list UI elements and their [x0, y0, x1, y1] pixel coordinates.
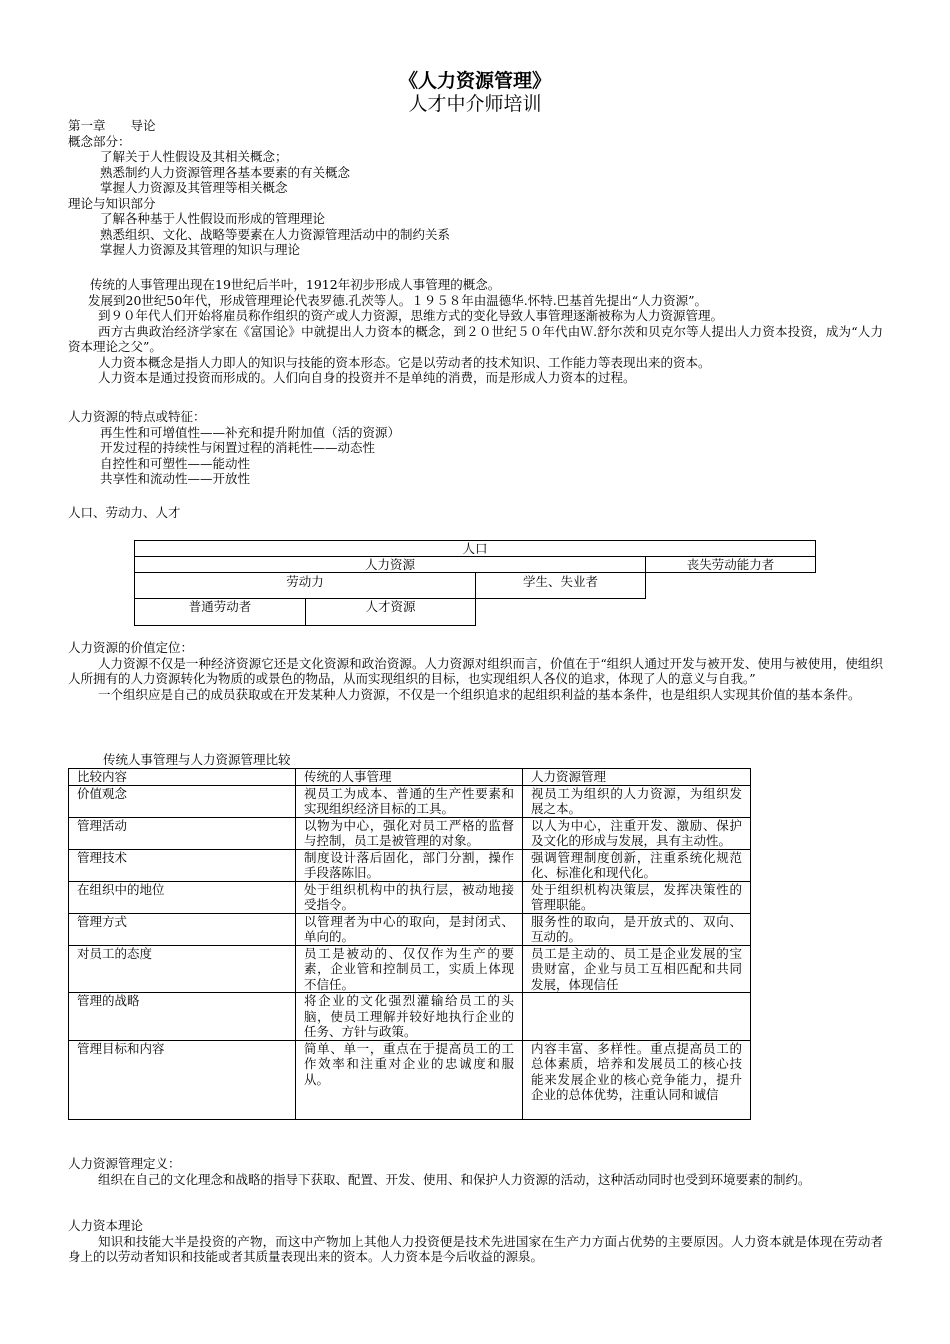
- table-cell: 员工是被动的、仅仅作为生产的要素，企业管和控制员工，实质上体现不信任。: [296, 945, 523, 993]
- table-row: [69, 881, 751, 913]
- students-unemployed-cell: 学生、失业者: [475, 572, 646, 599]
- features-section: [68, 409, 883, 487]
- table-cell: 制度设计落后固化，部门分割，操作手段落陈旧。: [296, 849, 523, 881]
- history-section: [68, 277, 883, 386]
- concept-item: 熟悉制约人力资源管理各基本要素的有关概念: [100, 164, 351, 180]
- talent-cell: 人才资源: [305, 598, 476, 626]
- chapter-objectives: [68, 118, 883, 258]
- features-heading: 人力资源的特点或特征：: [68, 409, 206, 424]
- history-paragraph: 人力资本是通过投资而形成的。人们向自身的投资并不是单纯的消费，而是形成人力资本的过程。: [98, 370, 636, 385]
- table-cell: 以物为中心，强化对员工严格的监督与控制，员工是被管理的对象。: [296, 817, 523, 849]
- population-cell: 人口: [134, 540, 816, 557]
- table-cell: 强调管理制度创新，注重系统化规范化、标准化和现代化。: [523, 849, 751, 881]
- theory-item: 了解各种基于人性假设而形成的管理理论: [100, 211, 326, 226]
- table-cell: 在组织中的地位: [69, 881, 296, 913]
- concept-item: 了解关于人性假设及其相关概念；: [100, 149, 288, 164]
- value-paragraph: 一个组织应是自己的成员获取或在开发某种人力资源，不仅是一个组织追求的起组织利益的基本条件，也是组织人实现其价值的基本条件。: [98, 686, 861, 702]
- comparison-caption: 传统人事管理与人力资源管理比较: [103, 752, 291, 767]
- table-cell: 价值观念: [69, 785, 296, 817]
- table-cell: 管理目标和内容: [69, 1040, 296, 1119]
- concepts-heading: 概念部分：: [68, 133, 131, 149]
- table-row: [69, 1040, 751, 1119]
- feature-item: 再生性和可增值性——补充和提升附加值（活的资源）: [100, 424, 401, 440]
- labor-force-cell: 劳动力: [134, 572, 476, 599]
- table-row: [69, 913, 751, 945]
- value-paragraph: 人力资源不仅是一种经济资源它还是文化资源和政治资源。人力资源对组织而言，价值在于“组织人通过开发与被开发、使用与被使用，使组织人所拥有的人力资源转化为物质的或景色的物品，从而实现组织的目标，也实现组织人各仪的追求，体现了人的意义与自我。”: [68, 655, 883, 686]
- table-header-cell: 比较内容: [69, 769, 296, 786]
- table-cell: 服务性的取向，是开放式的、双向、互动的。: [523, 913, 751, 945]
- table-cell: 对员工的态度: [69, 945, 296, 993]
- table-cell: 管理活动: [69, 817, 296, 849]
- history-paragraph: 西方古典政治经济学家在《富国论》中就提出人力资本的概念，到２０世纪５０年代由Ｗ.舒尔茨和贝克尔等人提出人力资本投资，成为“人力资本理论之父”。: [68, 323, 883, 354]
- feature-item: 自控性和可塑性——能动性: [100, 455, 251, 471]
- table-row: [69, 849, 751, 881]
- population-heading: 人口、劳动力、人才: [68, 505, 181, 520]
- table-cell: 将企业的文化强烈灌输给员工的头脑，使员工理解并较好地执行企业的任务、方针与政策。: [296, 993, 523, 1041]
- table-cell: 简单、单一，重点在于提高员工的工作效率和注重对企业的忠诚度和服从。: [296, 1040, 523, 1119]
- table-header-cell: 人力资源管理: [523, 769, 751, 786]
- table-cell: 管理的战略: [69, 993, 296, 1041]
- history-paragraph: 发展到20世纪50年代，形成管理理论代表罗德.孔茨等人。１９５８年由温德华.怀特.巴基首先提出“人力资源”。: [88, 292, 708, 308]
- ordinary-workers-cell: 普通劳动者: [134, 598, 306, 626]
- human-resources-cell: 人力资源: [134, 556, 646, 573]
- feature-item: 开发过程的持续性与闲置过程的消耗性——动态性: [100, 440, 376, 455]
- document-title: 《人力资源管理》: [398, 70, 551, 92]
- table-cell: 以管理者为中心的取向，是封闭式、单向的。: [296, 913, 523, 945]
- table-row: [69, 817, 751, 849]
- capital-theory-text: 知识和技能大半是投资的产物，而这中产物加上其他人力投资便是技术先进国家在生产力方面占优势的主要原因。人力资本就是体现在劳动者身上的以劳动者知识和技能或者其质量表现出来的资本。人力资本是今后收益的源泉。: [68, 1233, 883, 1264]
- value-section: [68, 640, 883, 702]
- document-subtitle: 人才中介师培训: [408, 93, 542, 115]
- table-cell: 处于组织机构决策层，发挥决策性的管理职能。: [523, 881, 751, 913]
- table-cell: [523, 993, 751, 1041]
- feature-item: 共享性和流动性——开放性: [100, 471, 251, 486]
- theory-heading: 理论与知识部分: [68, 195, 156, 211]
- theory-item: 熟悉组织、文化、战略等要素在人力资源管理活动中的制约关系: [100, 226, 451, 242]
- history-paragraph: 人力资本概念是指人力即人的知识与技能的资本形态。它是以劳动者的技术知识、工作能力等表现出来的资本。: [98, 354, 711, 370]
- table-cell: 员工是主动的、员工是企业发展的宝贵财富，企业与员工互相匹配和共同发展，体现信任: [523, 945, 751, 993]
- table-cell: 视员工为组织的人力资源，为组织发展之本。: [523, 785, 751, 817]
- comparison-table: [68, 768, 751, 1120]
- table-row: [69, 945, 751, 993]
- table-cell: 视员工为成本、普通的生产性要素和实现组织经济目标的工具。: [296, 785, 523, 817]
- incapacitated-cell: 丧失劳动能力者: [645, 556, 816, 573]
- table-row: [69, 993, 751, 1041]
- table-cell: 处于组织机构中的执行层，被动地接受指令。: [296, 881, 523, 913]
- value-heading: 人力资源的价值定位：: [68, 640, 194, 655]
- table-header-cell: 传统的人事管理: [296, 769, 523, 786]
- table-cell: 以人为中心，注重开发、激励、保护及文化的形成与发展，具有主动性。: [523, 817, 751, 849]
- table-cell: 管理技术: [69, 849, 296, 881]
- chapter-heading: 第一章 导论: [68, 118, 156, 133]
- theory-item: 掌握人力资源及其管理的知识与理论: [100, 242, 301, 257]
- definition-text: 组织在自己的文化理念和战略的指导下获取、配置、开发、使用、和保护人力资源的活动，这种活动同时也受到环境要素的制约。: [98, 1171, 811, 1187]
- history-paragraph: 传统的人事管理出现在19世纪后半叶，1912年初步形成人事管理的概念。: [90, 277, 501, 292]
- capital-theory-section: [68, 1218, 883, 1265]
- population-diagram: [134, 540, 816, 626]
- definition-heading: 人力资源管理定义：: [68, 1156, 181, 1171]
- table-row: [69, 785, 751, 817]
- table-cell: 管理方式: [69, 913, 296, 945]
- history-paragraph: 到９０年代人们开始将雇员称作组织的资产或人力资源，思维方式的变化导致人事管理逐渐被称为人力资源管理。: [98, 308, 724, 323]
- definition-section: [68, 1156, 883, 1187]
- concept-item: 掌握人力资源及其管理等相关概念: [100, 180, 288, 195]
- capital-theory-heading: 人力资本理论: [68, 1218, 144, 1233]
- table-cell: 内容丰富、多样性。重点提高员工的总体素质，培养和发展员工的核心技能来发展企业的核心竞争能力，提升企业的总体优势，注重认同和诚信: [523, 1040, 751, 1119]
- table-header-row: [69, 769, 751, 786]
